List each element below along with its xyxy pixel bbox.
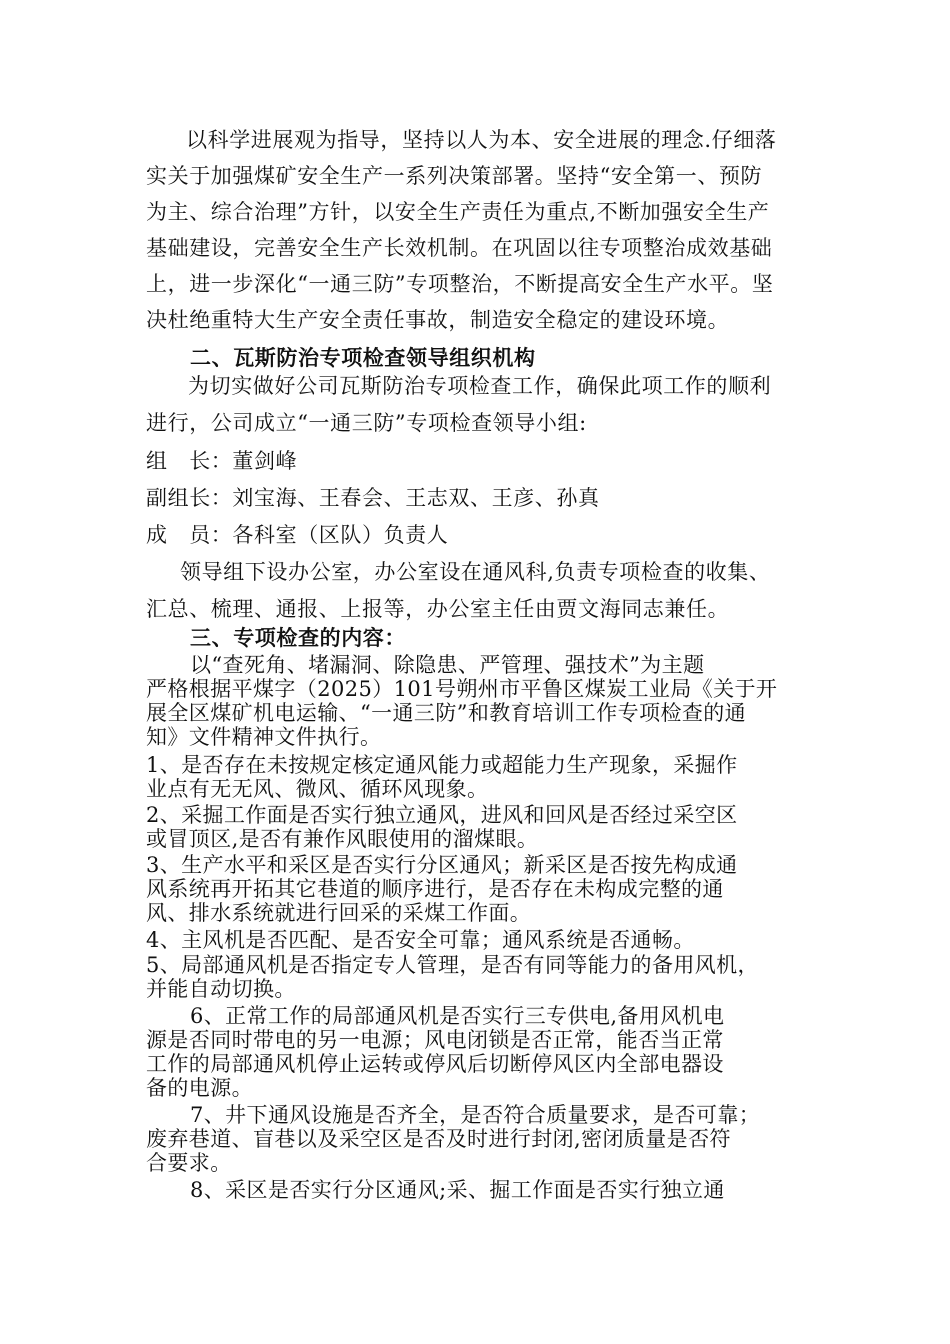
content-line: 8、采区是否实行分区通风;采、掘工作面是否实行独立通 — [190, 1178, 725, 1202]
paragraph-line: 领导组下设办公室，办公室设在通风科,负责专项检查的收集、 — [180, 560, 771, 584]
content-line: 知》文件精神文件执行。 — [146, 725, 382, 749]
content-line: 以“查死角、堵漏洞、除隐患、严管理、强技术”为主题 — [190, 653, 705, 677]
paragraph-line: 以科学进展观为指导，坚持以人为本、安全进展的理念.仔细落 — [186, 128, 777, 152]
content-line: 风系统再开拓其它巷道的顺序进行，是否存在未构成完整的通 — [146, 877, 724, 901]
content-line: 合要求。 — [146, 1151, 232, 1175]
paragraph-line: 进行，公司成立“一通三防”专项检查领导小组: — [146, 411, 587, 435]
content-line: 3、生产水平和采区是否实行分区通风；新采区是否按先构成通 — [146, 853, 738, 877]
paragraph-line: 上，进一步深化“一通三防”专项整治，不断提高安全生产水平。坚 — [146, 272, 774, 296]
content-line: 备的电源。 — [146, 1076, 253, 1100]
section-heading: 三、专项检查的内容： — [190, 626, 406, 650]
members-line: 成 员：各科室（区队）负责人 — [146, 523, 449, 547]
paragraph-line: 为切实做好公司瓦斯防治专项检查工作，确保此项工作的顺利 — [188, 374, 772, 398]
content-line: 废弃巷道、盲巷以及采空区是否及时进行封闭,密闭质量是否符 — [146, 1127, 731, 1151]
content-line: 6、正常工作的局部通风机是否实行三专供电,备用风机电 — [190, 1004, 725, 1028]
content-line: 风、排水系统就进行回采的采煤工作面。 — [146, 901, 532, 925]
content-line: 7、井下通风设施是否齐全，是否符合质量要求，是否可靠； — [190, 1103, 761, 1127]
content-line: 展全区煤矿机电运输、“一通三防”和教育培训工作专项检查的通 — [146, 701, 747, 725]
content-line: 2、采掘工作面是否实行独立通风，进风和回风是否经过采空区 — [146, 803, 738, 827]
paragraph-line: 决杜绝重特大生产安全责任事故，制造安全稳定的建设环境。 — [146, 308, 730, 332]
content-line: 4、主风机是否匹配、是否安全可靠；通风系统是否通畅。 — [146, 928, 695, 952]
content-line: 或冒顶区,是否有兼作风眼使用的溜煤眼。 — [146, 827, 539, 851]
content-line: 1、是否存在未按规定核定通风能力或超能力生产现象，采掘作 — [146, 753, 738, 777]
paragraph-line: 基础建设，完善安全生产长效机制。在巩固以往专项整治成效基础 — [146, 236, 773, 260]
content-line: 严格根据平煤字（2025）101号朔州市平鲁区煤炭工业局《关于开 — [146, 677, 778, 701]
deputy-leader-line: 副组长：刘宝海、王春会、王志双、王彦、孙真 — [146, 486, 600, 510]
content-line: 5、局部通风机是否指定专人管理，是否有同等能力的备用风机， — [146, 953, 759, 977]
leader-line: 组 长：董剑峰 — [146, 449, 298, 473]
content-line: 并能自动切换。 — [146, 977, 296, 1001]
content-line: 源是否同时带电的另一电源；风电闭锁是否正常，能否当正常 — [146, 1028, 724, 1052]
content-line: 业点有无无风、微风、循环风现象。 — [146, 777, 489, 801]
paragraph-line: 实关于加强煤矿安全生产一系列决策部署。坚持“安全第一、预防 — [146, 164, 763, 188]
section-heading: 二、瓦斯防治专项检查领导组织机构 — [190, 346, 536, 370]
paragraph-line: 汇总、梳理、通报、上报等，办公室主任由贾文海同志兼任。 — [146, 597, 730, 621]
paragraph-line: 为主、综合治理”方针，以安全生产责任为重点,不断加强安全生产 — [146, 200, 770, 224]
content-line: 工作的局部通风机停止运转或停风后切断停风区内全部电器设 — [146, 1052, 724, 1076]
